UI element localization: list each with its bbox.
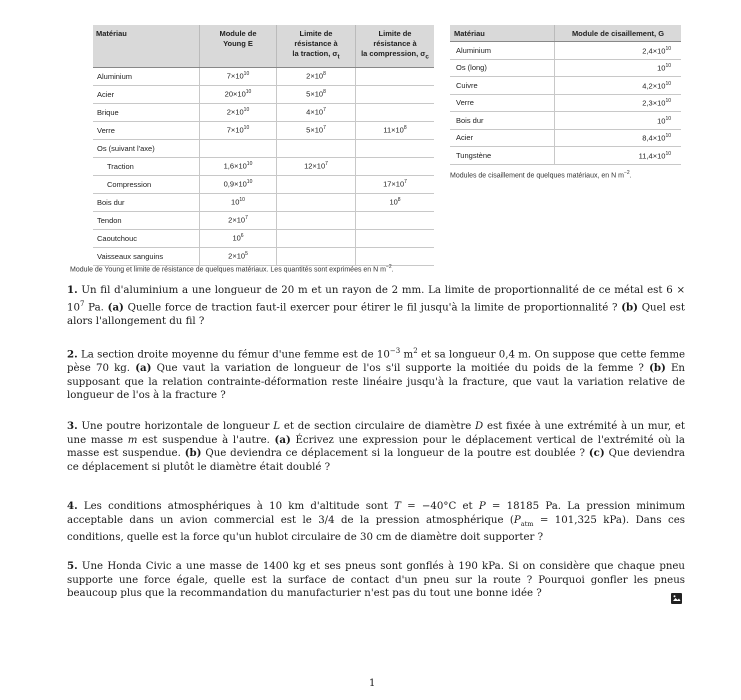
cell-material: Brique [93, 103, 200, 121]
cell-young-modulus [200, 139, 277, 157]
cell-tension-limit: $5\times 10^8$ [277, 85, 356, 103]
problem-1: 1. Un fil d'aluminium a une longueur de 20 m et un rayon de 2 mm. La limite de proportionnalité de ce métal est $6 \times 10^7$ Pa. (a) Quelle force de traction faut-il exercer pour étirer le fil jusqu'à la limite de proportionnalité ? (b) Quel est alors l'allongement du fil ? [67, 284, 685, 327]
problem-5: 5. Une Honda Civic a une masse de 1400 kg et ses pneus sont gonflés à 190 kPa. Si on considère que chaque pneu supporte une force égale, quelle est la surface de contact d'un pneu sur la route ? Pourquoi gonfler les pneus beaucoup plus que la recommandation du manufacturier n'est pas du tout une bonne idée ? [67, 560, 685, 600]
cell-compression-limit [356, 67, 435, 85]
cell-compression-limit [356, 211, 435, 229]
problem-number: 3. [67, 420, 78, 432]
cell-compression-limit: $11\times 10^8$ [356, 121, 435, 139]
shear-table-row [450, 129, 681, 147]
cell-material: Compression [93, 175, 200, 193]
young-table-row [93, 247, 434, 265]
problem-4: 4. Les conditions atmosphériques à 10 km d'altitude sont T = −40°C et P = 18185 Pa. La pression minimum acceptable dans un avion commercial est le 3/4 de la pression atmosphérique ($P_{atm} = 101,325$ kPa). Dans ces conditions, quelle est la force qu'un hublot circulaire de 30 cm de diamètre doit supporter ? [67, 500, 686, 544]
cell-tension-limit [277, 211, 356, 229]
problem-2: 2. La section droite moyenne du fémur d'une femme est de $10^{-3}$ $m^2$ et sa longueur 0,4 m. On suppose que cette femme pèse 70 kg. (a) Que vaut la variation de longueur de l'os s'il supporte la moitiée du poids de la femme ? (b) En supposant que la relation contrainte-déformation reste linéaire jusqu'à la fracture, que vaut la variation relative de longueur de l'os à la fracture ? [67, 347, 686, 402]
cell-young-modulus: $7\times 10^{10}$ [200, 121, 277, 139]
cell-compression-limit [356, 85, 435, 103]
cell-tension-limit [277, 229, 356, 247]
shear-table-caption: Modules de cisaillement de quelques matériaux, en N $m^{-2}$. [450, 170, 632, 180]
young-table-row [93, 193, 434, 211]
header-tension-limit: Limite de résistance à la traction, $\sigma_t$ [277, 25, 356, 67]
cell-tension-limit: $5\times 10^7$ [277, 121, 356, 139]
cell-tension-limit [277, 175, 356, 193]
cell-compression-limit [356, 247, 435, 265]
young-table-row [93, 103, 434, 121]
cell-compression-limit [356, 229, 435, 247]
cell-material: Traction [93, 157, 200, 175]
cell-tension-limit: $2\times 10^8$ [277, 67, 356, 85]
header-young-modulus: Module de Young E [200, 25, 277, 67]
cell-young-modulus: $0,9\times 10^{10}$ [200, 175, 277, 193]
young-table-row [93, 175, 434, 193]
image-placeholder-icon [671, 593, 682, 604]
cell-material: Aluminium [93, 67, 200, 85]
cell-tension-limit: $12\times 10^7$ [277, 157, 356, 175]
young-modulus-table [93, 25, 434, 266]
cell-material: Tungstène [450, 147, 555, 165]
problem-number: 5. [67, 560, 78, 572]
header-material: Matériau [450, 25, 555, 42]
cell-young-modulus: $20\times 10^{10}$ [200, 85, 277, 103]
cell-material: Tendon [93, 211, 200, 229]
header-shear-modulus: Module de cisaillement, G [555, 25, 682, 42]
shear-table-header [450, 25, 681, 42]
header-compression-limit: Limite de résistance à la compression, $\sigma_c$ [356, 25, 435, 67]
cell-material: Caoutchouc [93, 229, 200, 247]
young-table-row [93, 139, 434, 157]
young-table-row [93, 229, 434, 247]
shear-table-row [450, 59, 681, 77]
young-table-row [93, 85, 434, 103]
cell-young-modulus: $1,6\times 10^{10}$ [200, 157, 277, 175]
young-table-row [93, 121, 434, 139]
cell-tension-limit: $4\times 10^7$ [277, 103, 356, 121]
cell-material: Cuivre [450, 77, 555, 95]
cell-shear-modulus: $8,4\times 10^{10}$ [555, 129, 682, 147]
cell-young-modulus: $7\times 10^{10}$ [200, 67, 277, 85]
young-table-caption: Module de Young et limite de résistance de quelques matériaux. Les quantités sont exprimées en N $m^{-2}$. [70, 264, 394, 274]
page-number: 1 [369, 678, 376, 689]
shear-modulus-table [450, 25, 681, 165]
cell-shear-modulus: $10^{10}$ [555, 59, 682, 77]
cell-compression-limit: $10^8$ [356, 193, 435, 211]
problem-3: 3. Une poutre horizontale de longueur L et de section circulaire de diamètre D est fixée à une extrémité à un mur, et une masse m est suspendue à l'autre. (a) Écrivez une expression pour le déplacement vertical de l'extrémité où la masse est suspendue. (b) Que deviendra ce déplacement si la longueur de la poutre est doublée ? (c) Que deviendra ce déplacement si plutôt le diamètre était doublé ? [67, 420, 686, 473]
cell-material: Acier [450, 129, 555, 147]
cell-young-modulus: $2\times 10^5$ [200, 247, 277, 265]
young-table-body [93, 67, 434, 265]
cell-shear-modulus: $10^{10}$ [555, 112, 682, 130]
shear-table-row [450, 112, 681, 130]
problem-number: 2. [67, 348, 78, 361]
problem-number: 4. [67, 500, 78, 512]
cell-tension-limit [277, 247, 356, 265]
shear-table-body [450, 42, 681, 165]
cell-young-modulus: $10^6$ [200, 229, 277, 247]
young-table-header [93, 25, 434, 67]
cell-compression-limit [356, 139, 435, 157]
cell-material: Verre [450, 94, 555, 112]
cell-material: Bois dur [450, 112, 555, 130]
young-table-row [93, 67, 434, 85]
cell-shear-modulus: $4,2\times 10^{10}$ [555, 77, 682, 95]
cell-young-modulus: $2\times 10^7$ [200, 211, 277, 229]
young-table-row [93, 211, 434, 229]
cell-tension-limit [277, 193, 356, 211]
cell-compression-limit [356, 157, 435, 175]
cell-material: Aluminium [450, 42, 555, 60]
shear-table-row [450, 77, 681, 95]
cell-young-modulus: $2\times 10^{10}$ [200, 103, 277, 121]
header-material: Matériau [93, 25, 200, 67]
cell-material: Verre [93, 121, 200, 139]
problem-number: 1. [67, 284, 78, 296]
cell-compression-limit: $17\times 10^7$ [356, 175, 435, 193]
cell-tension-limit [277, 139, 356, 157]
cell-material: Bois dur [93, 193, 200, 211]
shear-table-row [450, 94, 681, 112]
cell-shear-modulus: $11,4\times 10^{10}$ [555, 147, 682, 165]
cell-material: Os (long) [450, 59, 555, 77]
cell-material: Vaisseaux sanguins [93, 247, 200, 265]
cell-material: Acier [93, 85, 200, 103]
cell-shear-modulus: $2,4\times 10^{10}$ [555, 42, 682, 60]
cell-shear-modulus: $2,3\times 10^{10}$ [555, 94, 682, 112]
young-table-row [93, 157, 434, 175]
cell-material: Os (suivant l'axe) [93, 139, 200, 157]
shear-table-row [450, 147, 681, 165]
cell-young-modulus: $10^{10}$ [200, 193, 277, 211]
shear-table-row [450, 42, 681, 60]
cell-compression-limit [356, 103, 435, 121]
